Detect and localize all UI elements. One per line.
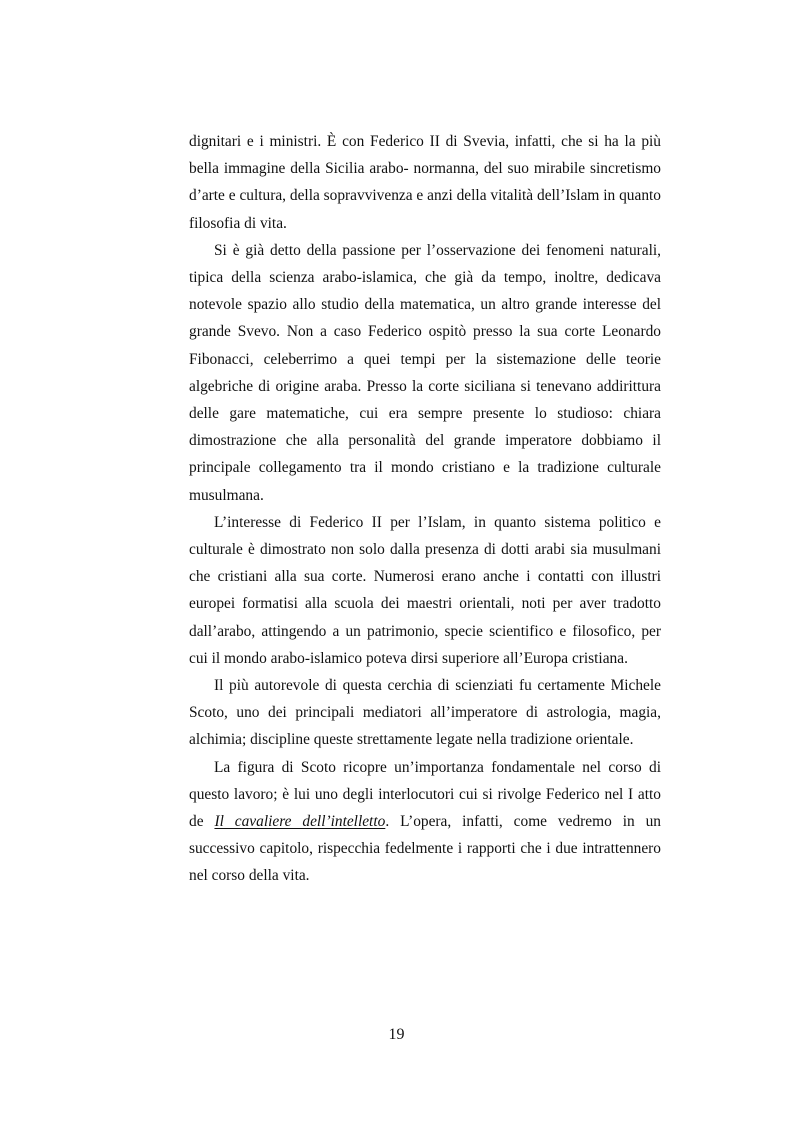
paragraph-1: dignitari e i ministri. È con Federico II di Svevia, infatti, che si ha la più bella immagine della Sicilia arabo- normanna, del suo mirabile sincretismo d’arte e cultura, della sopravvivenza e anzi della vitalità dell’Islam in quanto filosofia di vita. [189,133,661,232]
work-title: Il cavaliere dell’intelletto [214,813,386,831]
paragraph-5-text-after: . L’opera, infatti, come vedremo in un successivo capitolo, rispecchia fedelmente i rapporti che i due intrattennero nel corso della vita. [189,813,661,885]
paragraph-5 [189,754,661,890]
page-number: 19 [388,1026,405,1043]
paragraph-4: Il più autorevole di questa cerchia di scienziati fu certamente Michele Scoto, uno dei principali mediatori all’imperatore di astrologia, magia, alchimia; discipline queste strettamente legate nella tradizione orientale. [189,677,661,749]
paragraph-3: L’interesse di Federico II per l’Islam, in quanto sistema politico e culturale è dimostrato non solo dalla presenza di dotti arabi sia musulmani che cristiani alla sua corte. Numerosi erano anche i contatti con illustri europei formatisi alla scuola dei maestri orientali, noti per aver tradotto dall’arabo, attingendo a un patrimonio, specie scientifico e filosofico, per cui il mondo arabo-islamico poteva dirsi superiore all’Europa cristiana. [189,513,661,667]
paragraph-5-text-before: La figura di Scoto ricopre un’importanza fondamentale nel corso di questo lavoro; è lui uno degli interlocutori cui si rivolge Federico nel I atto de [189,758,661,831]
paragraph-2: Si è già detto della passione per l’osservazione dei fenomeni naturali, tipica della scienza arabo-islamica, che già da tempo, inoltre, dedicava notevole spazio allo studio della matematica, un altro grande interesse del grande Svevo. Non a caso Federico ospitò presso la sua corte Leonardo Fibonacci, celeberrimo a quei tempi per la sistemazione delle teorie algebriche di origine araba. Presso la corte siciliana si tenevano addirittura delle gare matematiche, cui era sempre presente lo studioso: chiara dimostrazione che alla personalità del grande imperatore dobbiamo il principale collegamento tra il mondo cristiano e la tradizione culturale musulmana. [189,241,661,504]
page-body [189,128,661,890]
